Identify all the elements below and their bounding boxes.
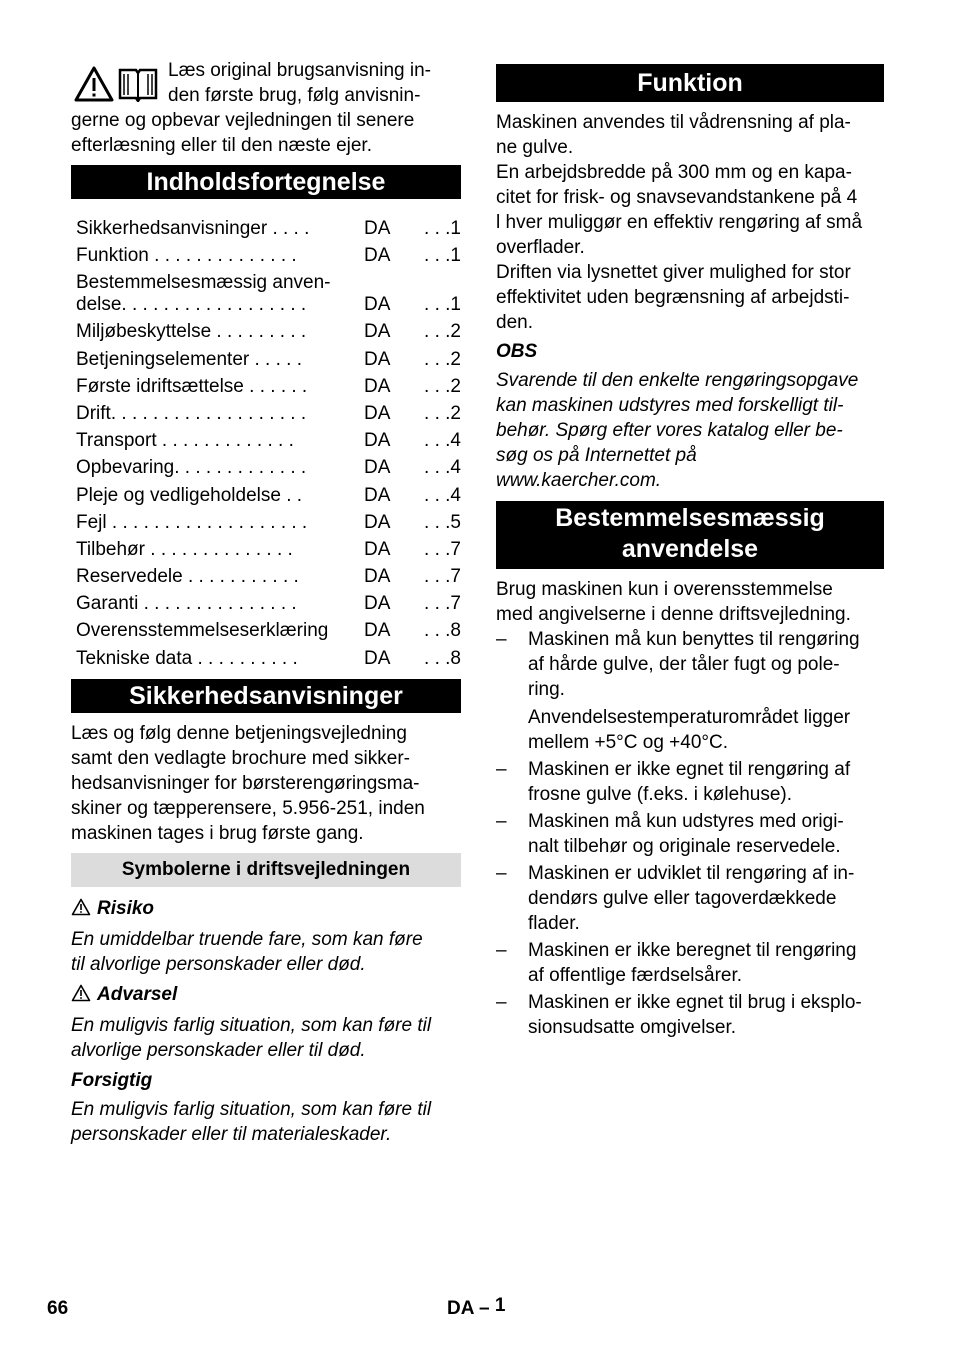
toc-title-cont: delse. . . . . . . . . . . . . . . . . . (76, 294, 307, 316)
section-page: 1 (494, 1295, 506, 1316)
funktion-line: effektivitet uden begrænsning af arbejdsti- (496, 287, 850, 308)
advarsel-line: En muligvis farlig situation, som kan føre til (71, 1014, 432, 1036)
toc-title: Drift. . . . . . . . . . . . . . . . . . . (76, 402, 307, 424)
risiko-label: Risiko (97, 897, 155, 919)
toc-row[interactable] (76, 318, 461, 345)
toc-title: Garanti . . . . . . . . . . . . . . . (76, 593, 297, 615)
list-item: – Maskinen er udviklet til rengøring af in- dendørs gulve eller tagoverdækkede flader. (496, 863, 855, 934)
list-item: – Maskinen må kun udstyres med origi- nalt tilbehør og originale reservedele. (496, 811, 844, 857)
section-code: DA (447, 1298, 474, 1319)
funktion-heading: Funktion (496, 64, 884, 102)
funktion-line: Maskinen anvendes til vådrensning af pla- (496, 112, 851, 133)
list-item: – Maskinen er ikke beregnet til rengøring af offentlige færdselsårer. (496, 940, 857, 986)
toc-page: . . .8 (424, 620, 461, 642)
obs-link[interactable]: www.kaercher.com. (496, 470, 662, 491)
bestemmelse-intro-line: Brug maskinen kun i overensstemmelse (496, 579, 833, 600)
toc-row[interactable] (76, 242, 461, 269)
funktion-line: Driften via lysnettet giver mulighed for stor (496, 262, 851, 283)
funktion-line: En arbejdsbredde på 300 mm og en kapa- (496, 162, 852, 183)
toc-lang: DA (364, 538, 391, 560)
toc-row[interactable] (76, 617, 461, 644)
toc-lang: DA (364, 430, 391, 452)
safety-line: skiner og tæpperensere, 5.956-251, inden (71, 797, 425, 819)
toc-title: Bestemmelsesmæssig anven- (76, 272, 331, 294)
bestemmelse-body (496, 577, 884, 1040)
toc-title: Tilbehør . . . . . . . . . . . . . . (76, 538, 293, 560)
forsigtig-block (71, 1068, 461, 1147)
section-page-label (447, 1295, 506, 1320)
toc-title: Fejl . . . . . . . . . . . . . . . . . . . (76, 511, 308, 533)
toc-page: . . .7 (424, 538, 461, 560)
toc-title: Transport . . . . . . . . . . . . . (76, 430, 294, 452)
toc-row[interactable] (76, 645, 461, 672)
warning-triangle-icon (71, 898, 91, 923)
toc-lang: DA (364, 647, 391, 669)
toc-row[interactable] (76, 373, 461, 400)
symbols-heading: Symbolerne i driftsvejledningen (71, 853, 461, 887)
toc-title: Pleje og vedligeholdelse . . (76, 484, 303, 506)
toc-title: Betjeningselementer . . . . . (76, 348, 303, 370)
toc-title: Tekniske data . . . . . . . . . . (76, 647, 298, 669)
forsigtig-label: Forsigtig (71, 1069, 153, 1091)
toc-page: . . .2 (424, 348, 461, 370)
intro-notice (71, 58, 461, 158)
toc-title: Miljøbeskyttelse . . . . . . . . . (76, 321, 307, 343)
toc-lang: DA (364, 402, 391, 424)
safety-body (71, 721, 461, 846)
funktion-line: l hver muliggør en effektiv rengøring af små (496, 212, 863, 233)
toc-page: . . .7 (424, 593, 461, 615)
toc-page: . . .1 (424, 245, 461, 267)
toc-lang: DA (364, 511, 391, 533)
toc-row[interactable] (76, 509, 461, 536)
list-item: – Maskinen er ikke egnet til rengøring af frosne gulve (f.eks. i kølehuse). (496, 759, 851, 805)
toc-page: . . .5 (424, 511, 461, 533)
list-item: – Maskinen er ikke egnet til brug i eksplo- sionsudsatte omgivelser. (496, 992, 862, 1038)
obs-line: kan maskinen udstyres med forskelligt til- (496, 395, 844, 416)
toc-page: . . .2 (424, 402, 461, 424)
list-item: – Maskinen må kun benyttes til rengøring af hårde gulve, der tåler fugt og pole- ring. Anvendelsestemperaturområdet ligger mellem +5°C og +40°C. (496, 629, 860, 753)
toc-title: Reservedele . . . . . . . . . . . (76, 566, 299, 588)
toc-title: Overensstemmelseserklæring (76, 620, 329, 642)
toc-lang: DA (364, 321, 391, 343)
toc-row[interactable] (76, 590, 461, 617)
dash-bullet: – (496, 940, 507, 961)
dash-bullet: – (496, 759, 507, 780)
toc-row[interactable] (76, 272, 461, 316)
funktion-body (496, 110, 884, 493)
warning-triangle-icon (74, 66, 114, 107)
safety-line: Læs og følg denne betjeningsvejledning (71, 722, 407, 744)
funktion-line: ne gulve. (496, 137, 574, 158)
intro-line: Læs original brugsanvisning in- (168, 60, 431, 81)
toc-lang: DA (364, 294, 391, 316)
toc-row[interactable] (76, 215, 461, 242)
safety-line: samt den vedlagte brochure med sikker- (71, 747, 410, 769)
toc-row[interactable] (76, 536, 461, 563)
risiko-line: En umiddelbar truende fare, som kan føre (71, 928, 423, 950)
toc-row[interactable] (76, 563, 461, 590)
toc-list (71, 215, 461, 672)
toc-lang: DA (364, 218, 391, 239)
toc-lang: DA (364, 620, 391, 642)
toc-page: . . .4 (424, 484, 461, 506)
safety-line: maskinen tages i brug første gang. (71, 822, 364, 844)
toc-title: Første idriftsættelse . . . . . . (76, 375, 308, 397)
toc-page: . . .1 (424, 294, 461, 316)
toc-row[interactable] (76, 454, 461, 481)
toc-heading: Indholdsfortegnelse (71, 165, 461, 199)
risiko-block (71, 896, 461, 977)
toc-lang: DA (364, 245, 391, 267)
toc-page: . . .4 (424, 457, 461, 479)
funktion-line: overflader. (496, 237, 585, 258)
page-number: 66 (47, 1298, 69, 1319)
section-sep: – (479, 1298, 490, 1319)
forsigtig-line: personskader eller til materialeskader. (71, 1123, 392, 1145)
toc-title: Opbevaring. . . . . . . . . . . . . (76, 457, 307, 479)
forsigtig-line: En muligvis farlig situation, som kan føre til (71, 1098, 432, 1120)
toc-row[interactable] (76, 346, 461, 373)
obs-line: søg os på Internettet på (496, 445, 697, 466)
dash-bullet: – (496, 811, 507, 832)
toc-page: . . .2 (424, 321, 461, 343)
funktion-line: den. (496, 312, 533, 333)
advarsel-line: alvorlige personskader eller til død. (71, 1039, 366, 1061)
safety-line: hedsanvisninger for børsterengøringsma- (71, 772, 420, 794)
open-book-icon (117, 66, 159, 107)
obs-label: OBS (496, 341, 538, 362)
risiko-line: til alvorlige personskader eller død. (71, 953, 366, 975)
right-column (496, 64, 884, 1040)
toc-lang: DA (364, 484, 391, 506)
obs-line: behør. Spørg efter vores katalog eller be- (496, 420, 843, 441)
obs-line: Svarende til den enkelte rengøringsopgave (496, 370, 859, 391)
advarsel-label: Advarsel (97, 983, 178, 1005)
toc-title: Sikkerhedsanvisninger . . . . (76, 218, 310, 239)
toc-lang: DA (364, 457, 391, 479)
funktion-line: citet for frisk- og snavsevandstankene på 4 (496, 187, 858, 208)
dash-bullet: – (496, 863, 507, 884)
toc-page: . . .2 (424, 375, 461, 397)
toc-page: . . .4 (424, 430, 461, 452)
toc-row[interactable] (76, 427, 461, 454)
safety-heading: Sikkerhedsanvisninger (71, 679, 461, 713)
bestemmelse-intro-line: med angivelserne i denne driftsvejledning. (496, 604, 851, 625)
toc-page: . . .8 (424, 647, 461, 669)
toc-row[interactable] (76, 400, 461, 427)
bestemmelse-heading: Bestemmelsesmæssig anvendelse (496, 501, 884, 569)
toc-page: . . .1 (424, 218, 461, 239)
toc-page: . . .7 (424, 566, 461, 588)
intro-line: gerne og opbevar vejledningen til senere (71, 110, 415, 131)
warning-triangle-icon (71, 984, 91, 1009)
intro-line: efterlæsning eller til den næste ejer. (71, 135, 372, 156)
left-column (71, 58, 461, 1147)
toc-lang: DA (364, 566, 391, 588)
dash-bullet: – (496, 629, 507, 650)
toc-row[interactable] (76, 482, 461, 509)
dash-bullet: – (496, 992, 507, 1013)
intro-line: den første brug, følg anvisnin- (168, 85, 421, 106)
toc-lang: DA (364, 593, 391, 615)
advarsel-block (71, 982, 461, 1063)
toc-lang: DA (364, 375, 391, 397)
toc-title: Funktion . . . . . . . . . . . . . . (76, 245, 297, 267)
toc-lang: DA (364, 348, 391, 370)
